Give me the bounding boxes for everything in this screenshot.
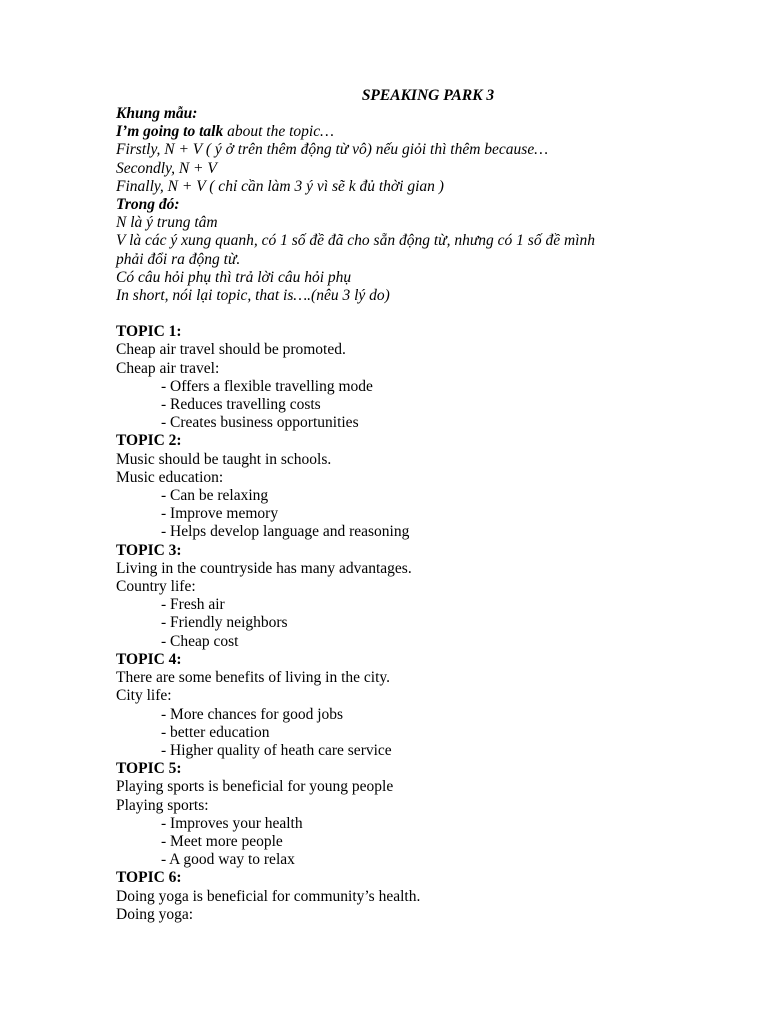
topic-heading: TOPIC 3: xyxy=(116,541,182,559)
topic-heading: TOPIC 2: xyxy=(116,432,182,450)
topic-point: - Reduces travelling costs xyxy=(161,396,321,414)
intro-section xyxy=(116,105,716,305)
in-short-line: In short, nói lại topic, that is….(nêu 3 lý do) xyxy=(116,287,390,305)
secondly-line: Secondly, N + V xyxy=(116,159,217,177)
topic-heading: TOPIC 6: xyxy=(116,869,182,887)
topic-point: - Fresh air xyxy=(161,596,225,614)
topic-statement: Living in the countryside has many advantages. xyxy=(116,559,412,577)
page-title: SPEAKING PARK 3 xyxy=(361,87,495,104)
topic-subject: Country life: xyxy=(116,578,196,596)
topic-point: - Helps develop language and reasoning xyxy=(161,523,410,541)
v-definition-1: V là các ý xung quanh, có 1 số đề đã cho sẵn động từ, nhưng có 1 số đề mình xyxy=(116,232,595,250)
topic-subject: Doing yoga: xyxy=(116,905,194,923)
section-gap xyxy=(116,305,716,323)
topic-statement: There are some benefits of living in the city. xyxy=(116,669,391,687)
topic-point: - More chances for good jobs xyxy=(161,705,344,723)
document-page xyxy=(116,87,716,924)
topic-subject: Playing sports: xyxy=(116,796,209,814)
going-to-talk-rest: about the topic… xyxy=(223,123,334,141)
topic-block xyxy=(116,651,716,760)
topic-heading: TOPIC 1: xyxy=(116,323,182,341)
going-to-talk-bold: I’m going to talk xyxy=(116,123,224,141)
within-label: Trong đó: xyxy=(116,196,180,214)
frame-label: Khung mẫu: xyxy=(116,105,198,122)
topic-subject: City life: xyxy=(116,687,172,705)
topic-block xyxy=(116,323,716,432)
topic-point: - Higher quality of heath care service xyxy=(161,741,392,759)
topic-block xyxy=(116,869,716,924)
topic-block xyxy=(116,432,716,541)
v-definition-2: phải đổi ra động từ. xyxy=(116,250,241,268)
topic-heading: TOPIC 5: xyxy=(116,760,182,778)
going-to-talk-line xyxy=(116,123,716,141)
topic-statement: Music should be taught in schools. xyxy=(116,450,332,468)
topics-list xyxy=(116,323,716,924)
topic-statement: Doing yoga is beneficial for community’s health. xyxy=(116,887,421,905)
firstly-line: Firstly, N + V ( ý ở trên thêm động từ vô) nếu giỏi thì thêm because… xyxy=(116,141,548,159)
topic-point: - Cheap cost xyxy=(161,632,239,650)
topic-point: - Creates business opportunities xyxy=(161,414,359,432)
topic-point: - Friendly neighbors xyxy=(161,614,288,632)
topic-point: - Improve memory xyxy=(161,505,279,523)
topic-point: - Offers a flexible travelling mode xyxy=(161,377,373,395)
sub-question-line: Có câu hỏi phụ thì trả lời câu hỏi phụ xyxy=(116,268,352,286)
topic-subject: Music education: xyxy=(116,468,224,486)
finally-line: Finally, N + V ( chỉ cần làm 3 ý vì sẽ k đủ thời gian ) xyxy=(116,177,444,195)
topic-point: - Improves your health xyxy=(161,814,303,832)
topic-statement: Playing sports is beneficial for young people xyxy=(116,778,394,796)
topic-block xyxy=(116,760,716,869)
n-definition: N là ý trung tâm xyxy=(116,214,218,232)
topic-point: - better education xyxy=(161,723,270,741)
topic-block xyxy=(116,542,716,651)
topic-heading: TOPIC 4: xyxy=(116,650,182,668)
topic-point: - A good way to relax xyxy=(161,851,295,869)
topic-statement: Cheap air travel should be promoted. xyxy=(116,341,346,359)
topic-point: - Meet more people xyxy=(161,832,283,850)
topic-subject: Cheap air travel: xyxy=(116,359,220,377)
topic-point: - Can be relaxing xyxy=(161,487,269,505)
